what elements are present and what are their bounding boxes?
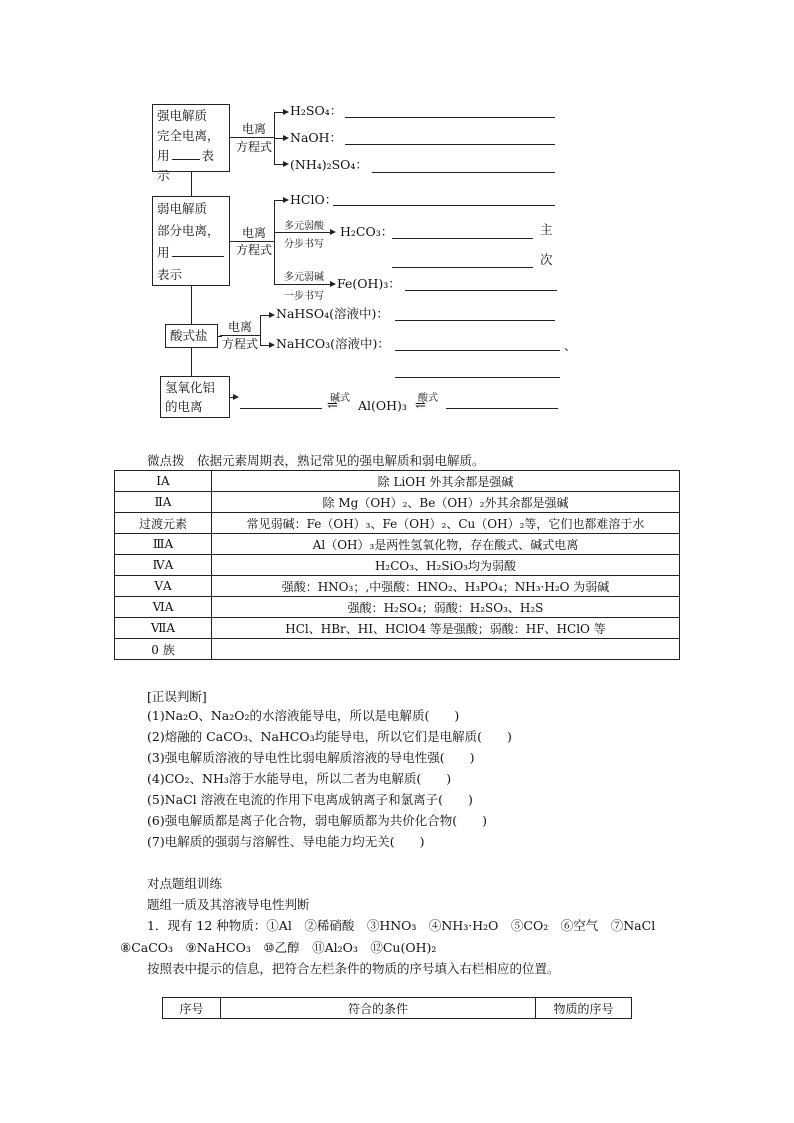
- acid-salt-nahso4: NaHSO₄(溶液中)：: [276, 306, 389, 321]
- strong-box-line1: 强电解质: [157, 108, 208, 123]
- content-cell: 常见弱碱：Fe（OH）₃、Fe（OH）₂、Cu（OH）₂等，它们也都难溶于水: [212, 513, 680, 534]
- table-row: [115, 555, 680, 576]
- polybase-bottom: 一步书写: [284, 291, 324, 302]
- aloh-center: Al(OH)₃: [358, 398, 407, 413]
- answer-line: [405, 290, 557, 291]
- weak-item-h2co3: H₂CO₃：: [340, 224, 394, 239]
- polyacid-top: 多元弱酸: [284, 221, 324, 232]
- strong-item-h2so4: H₂SO₄：: [290, 103, 343, 118]
- group-cell: ⅢA: [115, 534, 212, 555]
- content-cell: 除 Mg（OH）₂、Be（OH）₂外其余都是强碱: [212, 492, 680, 513]
- table-row: [115, 618, 680, 639]
- answer-table-header-substance: 物质的序号: [536, 998, 632, 1019]
- strong-ionize-label-a: 电离: [241, 122, 266, 136]
- table-row: [115, 492, 680, 513]
- answer-line: [372, 172, 555, 173]
- answer-line: [446, 408, 558, 409]
- answer-line: [345, 144, 555, 145]
- acid-salt-box: [165, 324, 218, 348]
- content-cell: 除 LiOH 外其余都是强碱: [212, 471, 680, 492]
- group-cell: 过渡元素: [115, 513, 212, 534]
- aloh-box-line1: 氢氧化铝: [165, 380, 216, 395]
- answer-line: [395, 350, 560, 351]
- weak-box-line4: 表示: [157, 267, 183, 282]
- judge-heading: [正误判断]: [147, 689, 207, 704]
- answer-line: [345, 117, 555, 118]
- aloh-box: [160, 376, 230, 418]
- content-cell: [212, 639, 680, 660]
- acid-salt-ionize-a: 电离: [227, 320, 252, 334]
- question-1-line2: ⑧CaCO₃ ⑨NaHCO₃ ⑩乙醇 ⑪Al₂O₃ ⑫Cu(OH)₂: [120, 940, 437, 955]
- strong-item-nh4so4: (NH₄)₂SO₄：: [290, 157, 368, 172]
- weak-item-hclo: HClO：: [290, 192, 338, 207]
- judge-item: (7)电解质的强弱与溶解性、导电能力均无关( ): [147, 834, 425, 849]
- table-row: [115, 597, 680, 618]
- weak-box-line2: 部分电离，: [157, 223, 220, 238]
- content-cell: 强酸：H₂SO₄；弱酸：H₂SO₃、H₂S: [212, 597, 680, 618]
- acid-salt-label: 酸式盐: [170, 328, 208, 343]
- answer-table-header-condition: 符合的条件: [221, 998, 536, 1019]
- equilibrium-arrow-left: ⇌: [327, 398, 338, 413]
- judge-item: (6)强电解质都是离子化合物，弱电解质都为共价化合物( ): [147, 813, 487, 828]
- judge-item: (1)Na₂O、Na₂O₂的水溶液能导电，所以是电解质( ): [147, 708, 460, 723]
- content-cell: 强酸：HNO₃；,中强酸：HNO₂、H₃PO₄；NH₃·H₂O 为弱碱: [212, 576, 680, 597]
- judge-item: (5)NaCl 溶液在电流的作用下电离成钠离子和氯离子( ): [147, 792, 473, 807]
- strong-electrolyte-box: [152, 104, 230, 183]
- weak-electrolyte-box: [152, 196, 230, 286]
- strong-box-line2: 完全电离，: [157, 128, 220, 143]
- practice-group-title: 题组一质及其溶液导电性判断: [147, 897, 310, 912]
- answer-line: [392, 267, 533, 268]
- blank: [172, 149, 200, 160]
- weak-box-line1: 弱电解质: [157, 201, 208, 216]
- polybase-top: 多元弱碱: [284, 272, 324, 283]
- answer-line: [392, 238, 533, 239]
- table-row: [115, 513, 680, 534]
- question-1-line1: 1．现有 12 种物质：①Al ②稀硝酸 ③HNO₃ ④NH₃·H₂O ⑤CO₂ ⑥空气 ⑦NaCl: [147, 918, 656, 933]
- polyacid-bottom: 分步书写: [284, 239, 324, 250]
- answer-line: [240, 408, 322, 409]
- strong-ionize-label-b: 方程式: [235, 140, 272, 154]
- practice-title: 对点题组训练: [147, 876, 223, 891]
- aloh-acid-label: 酸式: [418, 393, 438, 404]
- content-cell: HCl、HBr、HI、HClO4 等是强酸；弱酸：HF、HClO 等: [212, 618, 680, 639]
- answer-table: [162, 997, 632, 1019]
- judge-item: (2)熔融的 CaCO₃、NaHCO₃均能导电，所以它们是电解质( ): [147, 729, 512, 744]
- judge-item: (4)CO₂、NH₃溶于水能导电，所以二者为电解质( ): [147, 771, 452, 786]
- strong-box-line3b: 表示: [157, 148, 215, 183]
- strong-item-naoh: NaOH：: [290, 130, 343, 145]
- weak-item-feoh3: Fe(OH)₃：: [337, 276, 401, 291]
- answer-line: [395, 377, 560, 378]
- aloh-base-label: 碱式: [330, 393, 350, 404]
- aloh-box-line2: 的电离: [165, 399, 203, 414]
- tip-heading: 微点拨 依据元素周期表，熟记常见的强电解质和弱电解质。: [147, 453, 485, 468]
- answer-line: [395, 320, 555, 321]
- equilibrium-arrow-right: ⇌: [415, 398, 426, 413]
- strong-box-line3a: 用: [157, 148, 170, 163]
- group-cell: 0 族: [115, 639, 212, 660]
- main-label: 主: [540, 222, 553, 237]
- table-row: [115, 471, 680, 492]
- periodic-electrolyte-table: [114, 470, 680, 660]
- table-row: [115, 639, 680, 660]
- group-cell: ⅡA: [115, 492, 212, 513]
- group-cell: ⅣA: [115, 555, 212, 576]
- question-1-line3: 按照表中提示的信息，把符合左栏条件的物质的序号填入右栏相应的位置。: [147, 961, 560, 976]
- judge-item: (3)强电解质溶液的导电性比弱电解质溶液的导电性强( ): [147, 750, 475, 765]
- answer-table-header-index: 序号: [163, 998, 221, 1019]
- minor-label: 次: [540, 252, 553, 267]
- acid-salt-nahco3: NaHCO₃(溶液中)：: [276, 336, 390, 351]
- blank: [172, 246, 224, 257]
- weak-ionize-label-b: 方程式: [235, 243, 272, 257]
- group-cell: ⅥA: [115, 597, 212, 618]
- group-cell: ⅤA: [115, 576, 212, 597]
- content-cell: Al（OH）₃是两性氢氧化物，存在酸式、碱式电离: [212, 534, 680, 555]
- table-row: [115, 534, 680, 555]
- answer-line: [333, 205, 555, 206]
- weak-box-line3: 用: [157, 245, 170, 260]
- content-cell: H₂CO₃、H₂SiO₃均为弱酸: [212, 555, 680, 576]
- weak-ionize-label-a: 电离: [241, 226, 266, 240]
- table-row: [115, 576, 680, 597]
- group-cell: ⅠA: [115, 471, 212, 492]
- acid-salt-comma: 、: [564, 338, 577, 353]
- group-cell: ⅦA: [115, 618, 212, 639]
- acid-salt-ionize-b: 方程式: [221, 337, 258, 351]
